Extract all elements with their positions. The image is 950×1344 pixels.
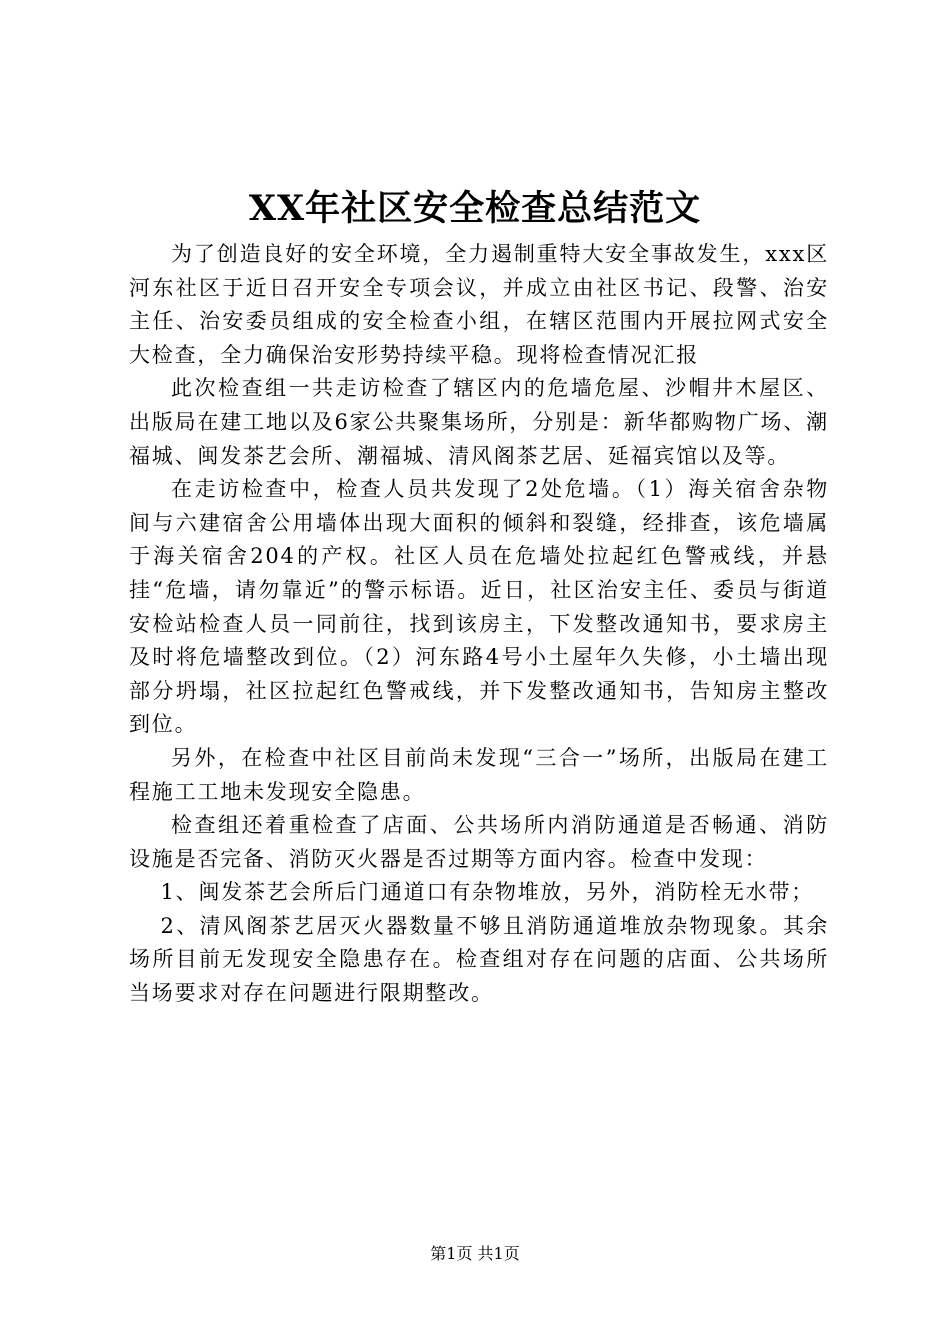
page-footer: 第1页 共1页 [430, 1244, 520, 1263]
list-item-finding-1: 1、闽发茶艺会所后门通道口有杂物堆放，另外，消防栓无水带； [160, 880, 815, 905]
list-item-finding-2: 2、清风阁茶艺居灭火器数量不够且消防通道堆放杂物现象。其余场所目前无发现安全隐患存在。检查组对存在问题的店面、公共场所当场要求对存在问题进行限期整改。 [129, 913, 829, 1006]
paragraph-dangerous-walls: 在走访检查中，检查人员共发现了2处危墙。（1）海关宿舍杂物间与六建宿舍公用墙体出现大面积的倾斜和裂缝，经排查，该危墙属于海关宿舍204的产权。社区人员在危墙处拉起红色警戒线，并悬挂“危墙，请勿靠近”的警示标语。近日，社区治安主任、委员与街道安检站检查人员一同前往，找到该房主，下发整改通知书，要求房主及时将危墙整改到位。（2）河东路4号小土屋年久失修，小土墙出现部分坍塌，社区拉起红色警戒线，并下发整改通知书，告知房主整改到位。 [129, 477, 829, 737]
paragraph-scope: 此次检查组一共走访检查了辖区内的危墙危屋、沙帽井木屋区、出版局在建工地以及6家公共聚集场所，分别是：新华都购物广场、潮福城、闽发茶艺会所、潮福城、清风阁茶艺居、延福宾馆以及等。 [129, 376, 829, 468]
document-title: XX年社区安全检查总结范文 [248, 188, 702, 229]
paragraph-other-findings: 另外，在检查中社区目前尚未发现“三合一”场所，出版局在建工程施工工地未发现安全隐患。 [129, 745, 829, 804]
paragraph-intro: 为了创造良好的安全环境，全力遏制重特大安全事故发生，xxx区河东社区于近日召开安全专项会议，并成立由社区书记、段警、治安主任、治安委员组成的安全检查小组，在辖区范围内开展拉网式安全大检查，全力确保治安形势持续平稳。现将检查情况汇报 [129, 242, 829, 367]
document-body [129, 238, 829, 1011]
paragraph-fire-safety: 检查组还着重检查了店面、公共场所内消防通道是否畅通、消防设施是否完备、消防灭火器是否过期等方面内容。检查中发现： [129, 813, 829, 871]
